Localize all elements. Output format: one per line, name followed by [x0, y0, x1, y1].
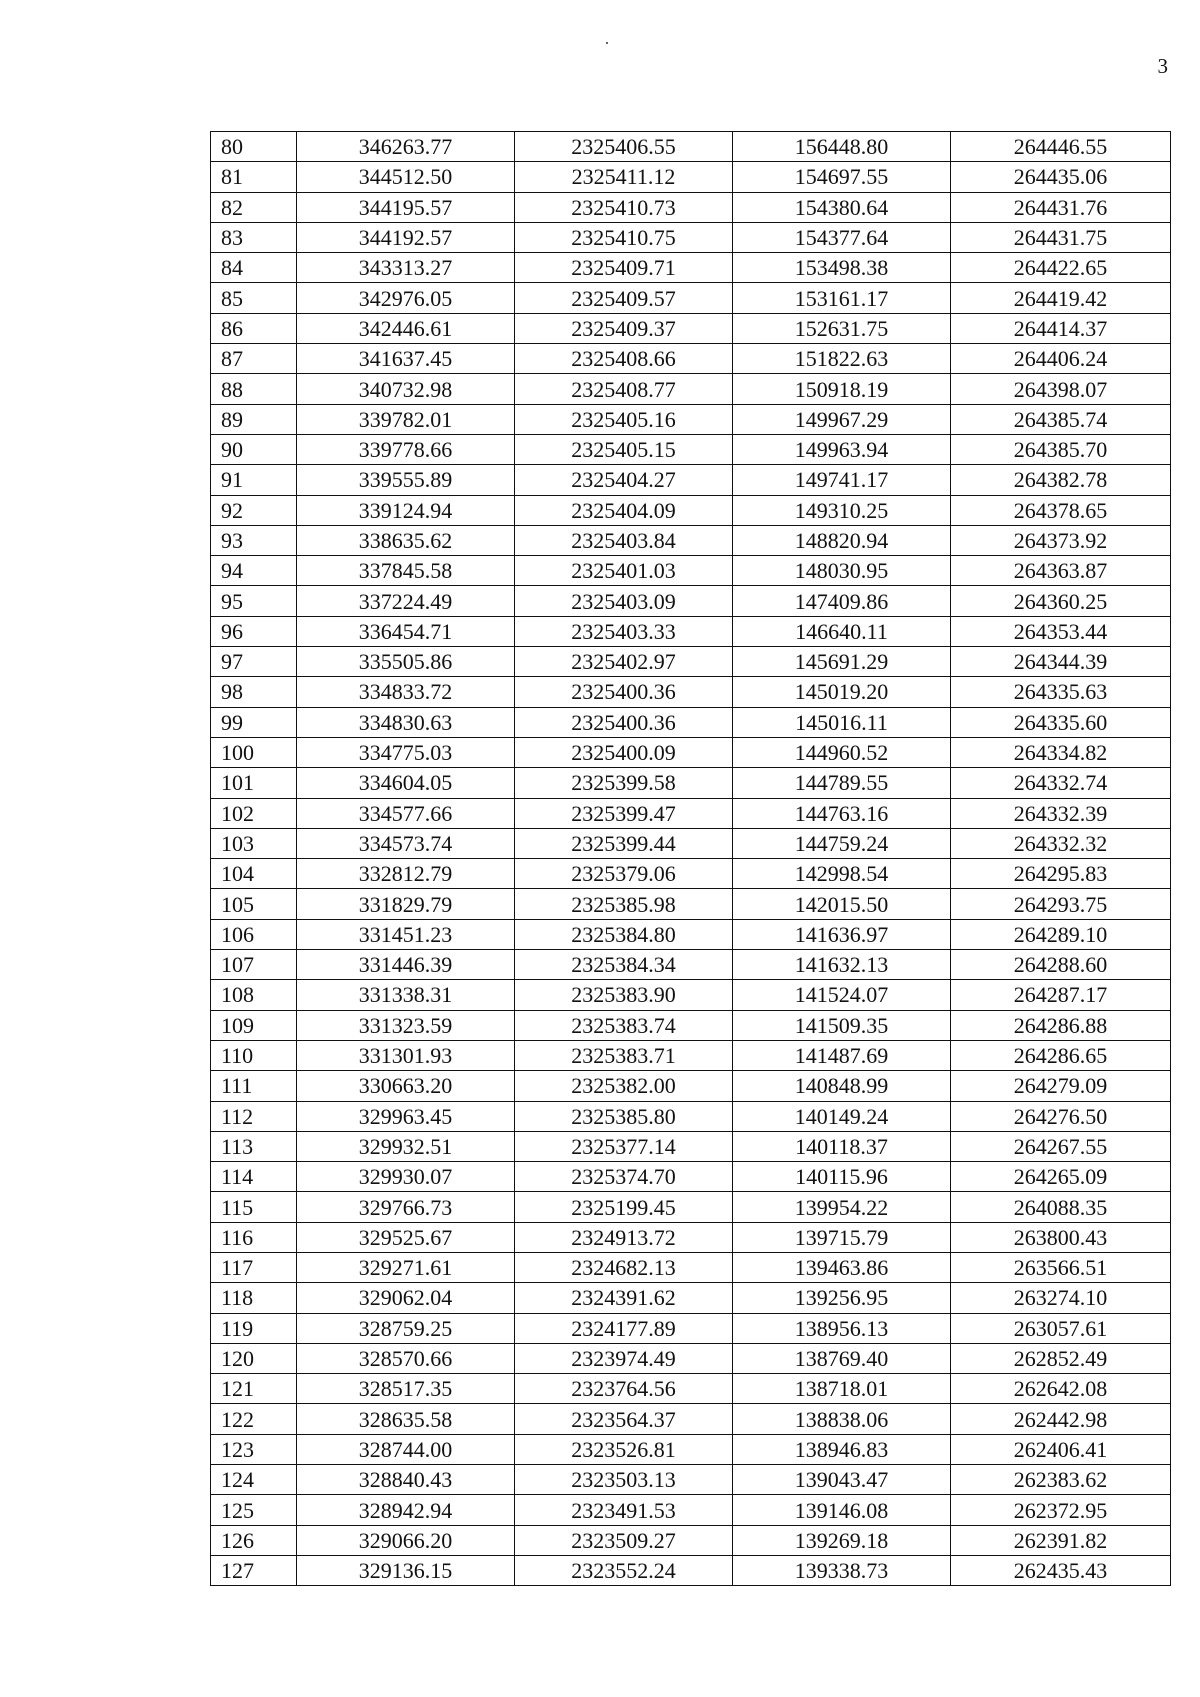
x1-cell: 331338.31 [297, 980, 515, 1010]
y2-cell: 264265.09 [951, 1162, 1171, 1192]
x2-cell: 144759.24 [733, 828, 951, 858]
point-index-cell: 116 [211, 1222, 297, 1252]
x1-cell: 339778.66 [297, 434, 515, 464]
x2-cell: 141509.35 [733, 1010, 951, 1040]
y2-cell: 264435.06 [951, 162, 1171, 192]
x1-cell: 334573.74 [297, 828, 515, 858]
x2-cell: 144789.55 [733, 768, 951, 798]
x1-cell: 332812.79 [297, 859, 515, 889]
point-index-cell: 88 [211, 374, 297, 404]
table-row [211, 404, 1171, 434]
y1-cell: 2325410.73 [515, 192, 733, 222]
y2-cell: 264332.74 [951, 768, 1171, 798]
point-index-cell: 110 [211, 1040, 297, 1070]
y1-cell: 2325408.77 [515, 374, 733, 404]
y2-cell: 264414.37 [951, 313, 1171, 343]
x2-cell: 139043.47 [733, 1465, 951, 1495]
x1-cell: 330663.20 [297, 1071, 515, 1101]
x2-cell: 139338.73 [733, 1555, 951, 1585]
x1-cell: 334830.63 [297, 707, 515, 737]
point-index-cell: 86 [211, 313, 297, 343]
table-row [211, 1434, 1171, 1464]
point-index-cell: 123 [211, 1434, 297, 1464]
table-row [211, 313, 1171, 343]
point-index-cell: 121 [211, 1374, 297, 1404]
x2-cell: 151822.63 [733, 344, 951, 374]
table-row [211, 1162, 1171, 1192]
x1-cell: 328840.43 [297, 1465, 515, 1495]
x2-cell: 154377.64 [733, 222, 951, 252]
y1-cell: 2323503.13 [515, 1465, 733, 1495]
y1-cell: 2324177.89 [515, 1313, 733, 1343]
x2-cell: 140118.37 [733, 1131, 951, 1161]
y1-cell: 2325409.57 [515, 283, 733, 313]
x1-cell: 331446.39 [297, 950, 515, 980]
x1-cell: 340732.98 [297, 374, 515, 404]
y1-cell: 2325385.98 [515, 889, 733, 919]
y2-cell: 264363.87 [951, 556, 1171, 586]
y2-cell: 264289.10 [951, 919, 1171, 949]
point-index-cell: 122 [211, 1404, 297, 1434]
table-row [211, 525, 1171, 555]
table-row [211, 647, 1171, 677]
point-index-cell: 102 [211, 798, 297, 828]
x2-cell: 149967.29 [733, 404, 951, 434]
x1-cell: 338635.62 [297, 525, 515, 555]
y1-cell: 2325403.84 [515, 525, 733, 555]
point-index-cell: 82 [211, 192, 297, 222]
y2-cell: 264385.70 [951, 434, 1171, 464]
x1-cell: 328517.35 [297, 1374, 515, 1404]
x2-cell: 148030.95 [733, 556, 951, 586]
y1-cell: 2325385.80 [515, 1101, 733, 1131]
x2-cell: 140115.96 [733, 1162, 951, 1192]
table-row [211, 1465, 1171, 1495]
y2-cell: 264353.44 [951, 616, 1171, 646]
y1-cell: 2325405.16 [515, 404, 733, 434]
point-index-cell: 115 [211, 1192, 297, 1222]
y1-cell: 2325382.00 [515, 1071, 733, 1101]
table-row [211, 828, 1171, 858]
x2-cell: 139954.22 [733, 1192, 951, 1222]
y1-cell: 2325383.71 [515, 1040, 733, 1070]
x2-cell: 148820.94 [733, 525, 951, 555]
y1-cell: 2325399.58 [515, 768, 733, 798]
x1-cell: 329062.04 [297, 1283, 515, 1313]
y2-cell: 263566.51 [951, 1252, 1171, 1282]
point-index-cell: 117 [211, 1252, 297, 1282]
y2-cell: 264419.42 [951, 283, 1171, 313]
table-row [211, 586, 1171, 616]
x2-cell: 140848.99 [733, 1071, 951, 1101]
point-index-cell: 106 [211, 919, 297, 949]
x1-cell: 329932.51 [297, 1131, 515, 1161]
x2-cell: 149741.17 [733, 465, 951, 495]
y1-cell: 2325403.33 [515, 616, 733, 646]
y2-cell: 262442.98 [951, 1404, 1171, 1434]
table-row [211, 374, 1171, 404]
y2-cell: 263274.10 [951, 1283, 1171, 1313]
y1-cell: 2325384.34 [515, 950, 733, 980]
y2-cell: 263800.43 [951, 1222, 1171, 1252]
table-row [211, 1010, 1171, 1040]
table-row [211, 616, 1171, 646]
y1-cell: 2325374.70 [515, 1162, 733, 1192]
point-index-cell: 126 [211, 1525, 297, 1555]
y2-cell: 262852.49 [951, 1343, 1171, 1373]
point-index-cell: 91 [211, 465, 297, 495]
x2-cell: 139715.79 [733, 1222, 951, 1252]
x1-cell: 334775.03 [297, 737, 515, 767]
x1-cell: 328570.66 [297, 1343, 515, 1373]
x1-cell: 344195.57 [297, 192, 515, 222]
table-row [211, 192, 1171, 222]
x2-cell: 139146.08 [733, 1495, 951, 1525]
y2-cell: 264446.55 [951, 132, 1171, 162]
point-index-cell: 118 [211, 1283, 297, 1313]
y1-cell: 2323491.53 [515, 1495, 733, 1525]
x2-cell: 152631.75 [733, 313, 951, 343]
point-index-cell: 107 [211, 950, 297, 980]
table-row [211, 1495, 1171, 1525]
y1-cell: 2325403.09 [515, 586, 733, 616]
table-row [211, 950, 1171, 980]
y2-cell: 264288.60 [951, 950, 1171, 980]
y2-cell: 264332.39 [951, 798, 1171, 828]
coordinate-table [210, 131, 1171, 1586]
y1-cell: 2325384.80 [515, 919, 733, 949]
x1-cell: 341637.45 [297, 344, 515, 374]
y2-cell: 262642.08 [951, 1374, 1171, 1404]
coordinate-table-body [211, 132, 1171, 1586]
x2-cell: 147409.86 [733, 586, 951, 616]
x2-cell: 139269.18 [733, 1525, 951, 1555]
x2-cell: 154697.55 [733, 162, 951, 192]
y1-cell: 2325399.44 [515, 828, 733, 858]
y2-cell: 263057.61 [951, 1313, 1171, 1343]
point-index-cell: 85 [211, 283, 297, 313]
y2-cell: 264382.78 [951, 465, 1171, 495]
point-index-cell: 89 [211, 404, 297, 434]
table-row [211, 283, 1171, 313]
x1-cell: 329271.61 [297, 1252, 515, 1282]
x2-cell: 153498.38 [733, 253, 951, 283]
y1-cell: 2325383.74 [515, 1010, 733, 1040]
point-index-cell: 94 [211, 556, 297, 586]
x2-cell: 153161.17 [733, 283, 951, 313]
y1-cell: 2325199.45 [515, 1192, 733, 1222]
x1-cell: 331301.93 [297, 1040, 515, 1070]
table-row [211, 556, 1171, 586]
y2-cell: 264398.07 [951, 374, 1171, 404]
y2-cell: 264267.55 [951, 1131, 1171, 1161]
point-index-cell: 80 [211, 132, 297, 162]
x2-cell: 149310.25 [733, 495, 951, 525]
point-index-cell: 109 [211, 1010, 297, 1040]
table-row [211, 1374, 1171, 1404]
y2-cell: 264406.24 [951, 344, 1171, 374]
y2-cell: 264334.82 [951, 737, 1171, 767]
y2-cell: 264431.75 [951, 222, 1171, 252]
y2-cell: 264295.83 [951, 859, 1171, 889]
y2-cell: 264279.09 [951, 1071, 1171, 1101]
point-index-cell: 92 [211, 495, 297, 525]
table-row [211, 1040, 1171, 1070]
y1-cell: 2325409.37 [515, 313, 733, 343]
y1-cell: 2325409.71 [515, 253, 733, 283]
point-index-cell: 120 [211, 1343, 297, 1373]
x2-cell: 138956.13 [733, 1313, 951, 1343]
x2-cell: 144763.16 [733, 798, 951, 828]
table-row [211, 919, 1171, 949]
x1-cell: 334577.66 [297, 798, 515, 828]
x2-cell: 140149.24 [733, 1101, 951, 1131]
y1-cell: 2324391.62 [515, 1283, 733, 1313]
point-index-cell: 90 [211, 434, 297, 464]
x2-cell: 142998.54 [733, 859, 951, 889]
x2-cell: 145019.20 [733, 677, 951, 707]
x2-cell: 138946.83 [733, 1434, 951, 1464]
y2-cell: 264332.32 [951, 828, 1171, 858]
table-row [211, 1222, 1171, 1252]
point-index-cell: 98 [211, 677, 297, 707]
y1-cell: 2325399.47 [515, 798, 733, 828]
y2-cell: 262435.43 [951, 1555, 1171, 1585]
table-row [211, 737, 1171, 767]
table-row [211, 980, 1171, 1010]
x1-cell: 331451.23 [297, 919, 515, 949]
x2-cell: 154380.64 [733, 192, 951, 222]
table-row [211, 1071, 1171, 1101]
y2-cell: 264335.63 [951, 677, 1171, 707]
y1-cell: 2325410.75 [515, 222, 733, 252]
x1-cell: 337224.49 [297, 586, 515, 616]
x1-cell: 328942.94 [297, 1495, 515, 1525]
x1-cell: 329136.15 [297, 1555, 515, 1585]
y2-cell: 264373.92 [951, 525, 1171, 555]
point-index-cell: 95 [211, 586, 297, 616]
y2-cell: 264422.65 [951, 253, 1171, 283]
x2-cell: 141487.69 [733, 1040, 951, 1070]
table-row [211, 132, 1171, 162]
y1-cell: 2325400.36 [515, 707, 733, 737]
x2-cell: 138769.40 [733, 1343, 951, 1373]
y1-cell: 2323974.49 [515, 1343, 733, 1373]
y1-cell: 2325404.09 [515, 495, 733, 525]
table-row [211, 465, 1171, 495]
point-index-cell: 103 [211, 828, 297, 858]
y2-cell: 264286.88 [951, 1010, 1171, 1040]
x2-cell: 145691.29 [733, 647, 951, 677]
table-row [211, 1283, 1171, 1313]
table-row [211, 1131, 1171, 1161]
scan-speck [606, 42, 608, 44]
table-row [211, 889, 1171, 919]
x2-cell: 139463.86 [733, 1252, 951, 1282]
table-row [211, 1404, 1171, 1434]
x1-cell: 336454.71 [297, 616, 515, 646]
y1-cell: 2323552.24 [515, 1555, 733, 1585]
x1-cell: 344192.57 [297, 222, 515, 252]
y2-cell: 264293.75 [951, 889, 1171, 919]
x2-cell: 149963.94 [733, 434, 951, 464]
point-index-cell: 101 [211, 768, 297, 798]
y2-cell: 264286.65 [951, 1040, 1171, 1070]
y2-cell: 262372.95 [951, 1495, 1171, 1525]
y1-cell: 2325379.06 [515, 859, 733, 889]
table-row [211, 253, 1171, 283]
y1-cell: 2323526.81 [515, 1434, 733, 1464]
x2-cell: 156448.80 [733, 132, 951, 162]
y1-cell: 2325406.55 [515, 132, 733, 162]
y1-cell: 2323509.27 [515, 1525, 733, 1555]
x1-cell: 346263.77 [297, 132, 515, 162]
table-row [211, 162, 1171, 192]
y1-cell: 2325405.15 [515, 434, 733, 464]
y1-cell: 2325404.27 [515, 465, 733, 495]
x1-cell: 329066.20 [297, 1525, 515, 1555]
x1-cell: 342446.61 [297, 313, 515, 343]
point-index-cell: 124 [211, 1465, 297, 1495]
x1-cell: 334604.05 [297, 768, 515, 798]
x1-cell: 329963.45 [297, 1101, 515, 1131]
y2-cell: 264385.74 [951, 404, 1171, 434]
point-index-cell: 83 [211, 222, 297, 252]
y1-cell: 2325402.97 [515, 647, 733, 677]
point-index-cell: 96 [211, 616, 297, 646]
point-index-cell: 105 [211, 889, 297, 919]
table-row [211, 677, 1171, 707]
x1-cell: 335505.86 [297, 647, 515, 677]
x1-cell: 331829.79 [297, 889, 515, 919]
y2-cell: 264287.17 [951, 980, 1171, 1010]
y2-cell: 264431.76 [951, 192, 1171, 222]
x2-cell: 141636.97 [733, 919, 951, 949]
table-row [211, 1101, 1171, 1131]
point-index-cell: 119 [211, 1313, 297, 1343]
table-row [211, 707, 1171, 737]
table-row [211, 1343, 1171, 1373]
x1-cell: 337845.58 [297, 556, 515, 586]
x2-cell: 141632.13 [733, 950, 951, 980]
x1-cell: 329766.73 [297, 1192, 515, 1222]
point-index-cell: 104 [211, 859, 297, 889]
y2-cell: 262391.82 [951, 1525, 1171, 1555]
x1-cell: 339124.94 [297, 495, 515, 525]
table-row [211, 1313, 1171, 1343]
x2-cell: 139256.95 [733, 1283, 951, 1313]
y2-cell: 262383.62 [951, 1465, 1171, 1495]
y1-cell: 2325401.03 [515, 556, 733, 586]
table-row [211, 768, 1171, 798]
y1-cell: 2325383.90 [515, 980, 733, 1010]
y2-cell: 264276.50 [951, 1101, 1171, 1131]
table-row [211, 859, 1171, 889]
point-index-cell: 114 [211, 1162, 297, 1192]
y2-cell: 264360.25 [951, 586, 1171, 616]
y1-cell: 2325400.09 [515, 737, 733, 767]
x1-cell: 343313.27 [297, 253, 515, 283]
x1-cell: 328759.25 [297, 1313, 515, 1343]
point-index-cell: 99 [211, 707, 297, 737]
y1-cell: 2324682.13 [515, 1252, 733, 1282]
x2-cell: 144960.52 [733, 737, 951, 767]
x1-cell: 329525.67 [297, 1222, 515, 1252]
point-index-cell: 81 [211, 162, 297, 192]
x2-cell: 146640.11 [733, 616, 951, 646]
point-index-cell: 84 [211, 253, 297, 283]
y1-cell: 2325377.14 [515, 1131, 733, 1161]
x2-cell: 142015.50 [733, 889, 951, 919]
y2-cell: 264344.39 [951, 647, 1171, 677]
point-index-cell: 87 [211, 344, 297, 374]
table-row [211, 1192, 1171, 1222]
point-index-cell: 112 [211, 1101, 297, 1131]
y1-cell: 2323764.56 [515, 1374, 733, 1404]
table-row [211, 1252, 1171, 1282]
y2-cell: 262406.41 [951, 1434, 1171, 1464]
table-row [211, 222, 1171, 252]
x1-cell: 331323.59 [297, 1010, 515, 1040]
y2-cell: 264335.60 [951, 707, 1171, 737]
table-row [211, 344, 1171, 374]
point-index-cell: 100 [211, 737, 297, 767]
x1-cell: 328635.58 [297, 1404, 515, 1434]
y1-cell: 2324913.72 [515, 1222, 733, 1252]
x2-cell: 138718.01 [733, 1374, 951, 1404]
x2-cell: 141524.07 [733, 980, 951, 1010]
table-row [211, 1525, 1171, 1555]
x1-cell: 334833.72 [297, 677, 515, 707]
y2-cell: 264378.65 [951, 495, 1171, 525]
y1-cell: 2323564.37 [515, 1404, 733, 1434]
x1-cell: 328744.00 [297, 1434, 515, 1464]
x1-cell: 329930.07 [297, 1162, 515, 1192]
page-number: 3 [1157, 54, 1168, 78]
x1-cell: 342976.05 [297, 283, 515, 313]
x1-cell: 339782.01 [297, 404, 515, 434]
point-index-cell: 108 [211, 980, 297, 1010]
y1-cell: 2325400.36 [515, 677, 733, 707]
point-index-cell: 111 [211, 1071, 297, 1101]
x2-cell: 138838.06 [733, 1404, 951, 1434]
y1-cell: 2325408.66 [515, 344, 733, 374]
y2-cell: 264088.35 [951, 1192, 1171, 1222]
point-index-cell: 127 [211, 1555, 297, 1585]
table-row [211, 1555, 1171, 1585]
point-index-cell: 97 [211, 647, 297, 677]
x2-cell: 150918.19 [733, 374, 951, 404]
point-index-cell: 113 [211, 1131, 297, 1161]
table-row [211, 495, 1171, 525]
table-row [211, 798, 1171, 828]
x1-cell: 344512.50 [297, 162, 515, 192]
table-row [211, 434, 1171, 464]
point-index-cell: 93 [211, 525, 297, 555]
y1-cell: 2325411.12 [515, 162, 733, 192]
x2-cell: 145016.11 [733, 707, 951, 737]
point-index-cell: 125 [211, 1495, 297, 1525]
x1-cell: 339555.89 [297, 465, 515, 495]
